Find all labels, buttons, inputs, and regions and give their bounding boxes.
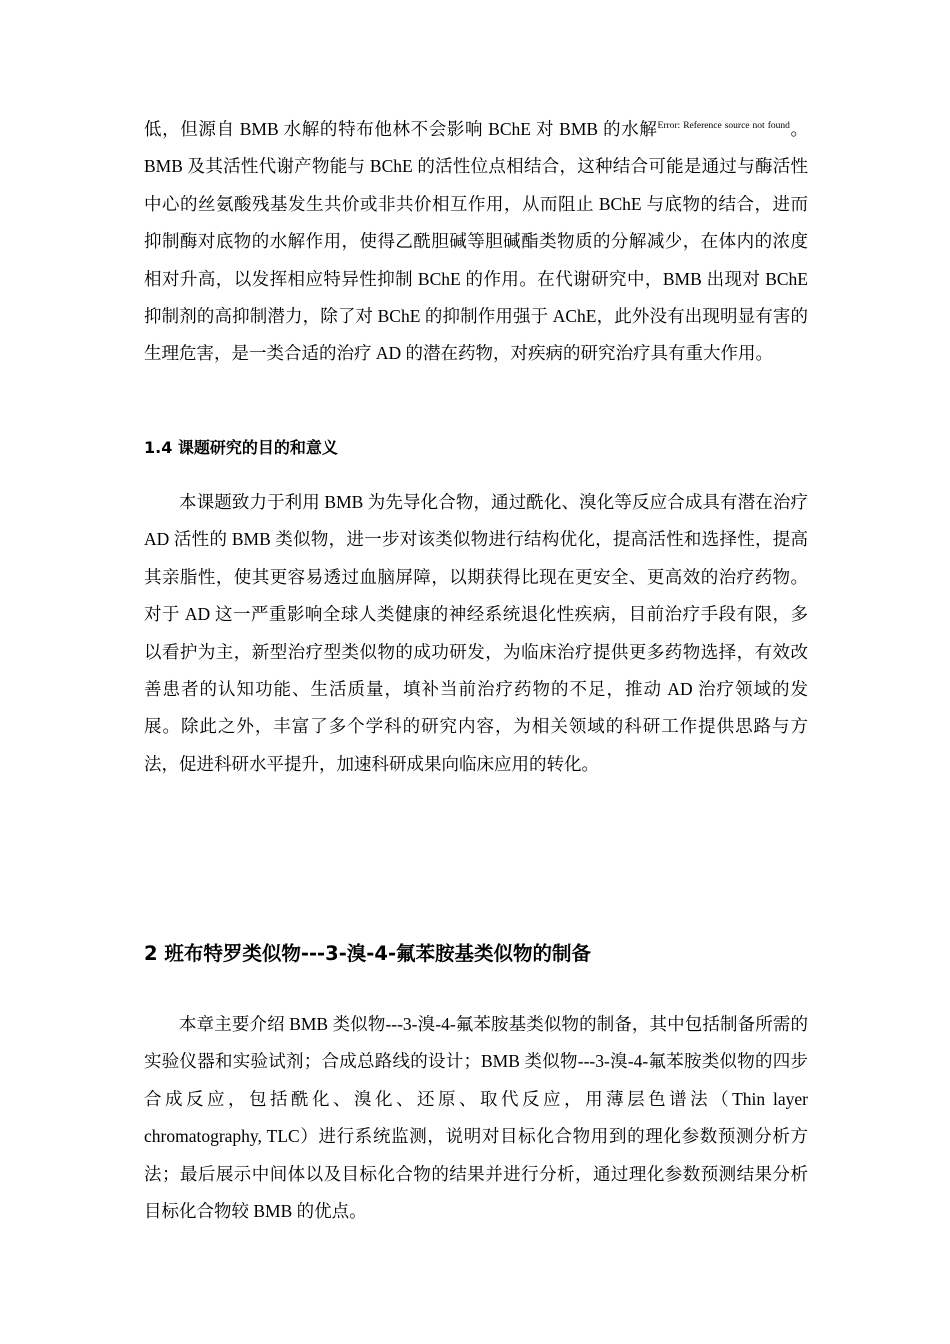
paragraph-text: 低，但源自 BMB 水解的特布他林不会影响 BChE 对 BMB 的水解	[144, 119, 658, 139]
reference-error-superscript: Error: Reference source not found	[657, 121, 790, 131]
paragraph-text: 。BMB 及其活性代谢产物能与 BChE 的活性位点相结合，这种结合可能是通过与酶活性中心的丝氨酸残基发生共价或非共价相互作用，从而阻止 BChE 与底物的结合，进而抑制酶对底物的水解作用，使得乙酰胆碱等胆碱酯类物质的分解减少，在体内的浓度相对升高，以发挥相应特异性抑制 BChE 的作用。在代谢研究中，BMB 出现对 BChE 抑制剂的高抑制潜力，除了对 BChE 的抑制作用强于 AChE，此外没有出现明显有害的生理危害，是一类合适的治疗 AD 的潜在药物，对疾病的研究治疗具有重大作用。	[144, 119, 809, 364]
section-heading-1-4: 1.4 课题研究的目的和意义	[144, 438, 338, 457]
paragraph-bche-mechanism	[144, 111, 808, 373]
chapter-heading-2: 2 班布特罗类似物---3-溴-4-氟苯胺基类似物的制备	[144, 942, 592, 965]
paragraph-chapter-intro: 本章主要介绍 BMB 类似物---3-溴-4-氟苯胺基类似物的制备，其中包括制备所需的实验仪器和实验试剂；合成总路线的设计；BMB 类似物---3-溴-4-氟苯胺类似物的四步合成反应，包括酰化、溴化、还原、取代反应，用薄层色谱法（Thin layer chromatography, TLC）进行系统监测，说明对目标化合物用到的理化参数预测分析方法；最后展示中间体以及目标化合物的结果并进行分析，通过理化参数预测结果分析目标化合物较 BMB 的优点。	[144, 1014, 808, 1222]
paragraph-research-purpose: 本课题致力于利用 BMB 为先导化合物，通过酰化、溴化等反应合成具有潜在治疗 AD 活性的 BMB 类似物，进一步对该类似物进行结构优化，提高活性和选择性，提高其亲脂性，使其更容易透过血脑屏障，以期获得比现在更安全、更高效的治疗药物。对于 AD 这一严重影响全球人类健康的神经系统退化性疾病，目前治疗手段有限，多以看护为主，新型治疗型类似物的成功研发，为临床治疗提供更多药物选择，有效改善患者的认知功能、生活质量，填补当前治疗药物的不足，推动 AD 治疗领域的发展。除此之外，丰富了多个学科的研究内容，为相关领域的科研工作提供思路与方法，促进科研水平提升，加速科研成果向临床应用的转化。	[144, 492, 808, 774]
